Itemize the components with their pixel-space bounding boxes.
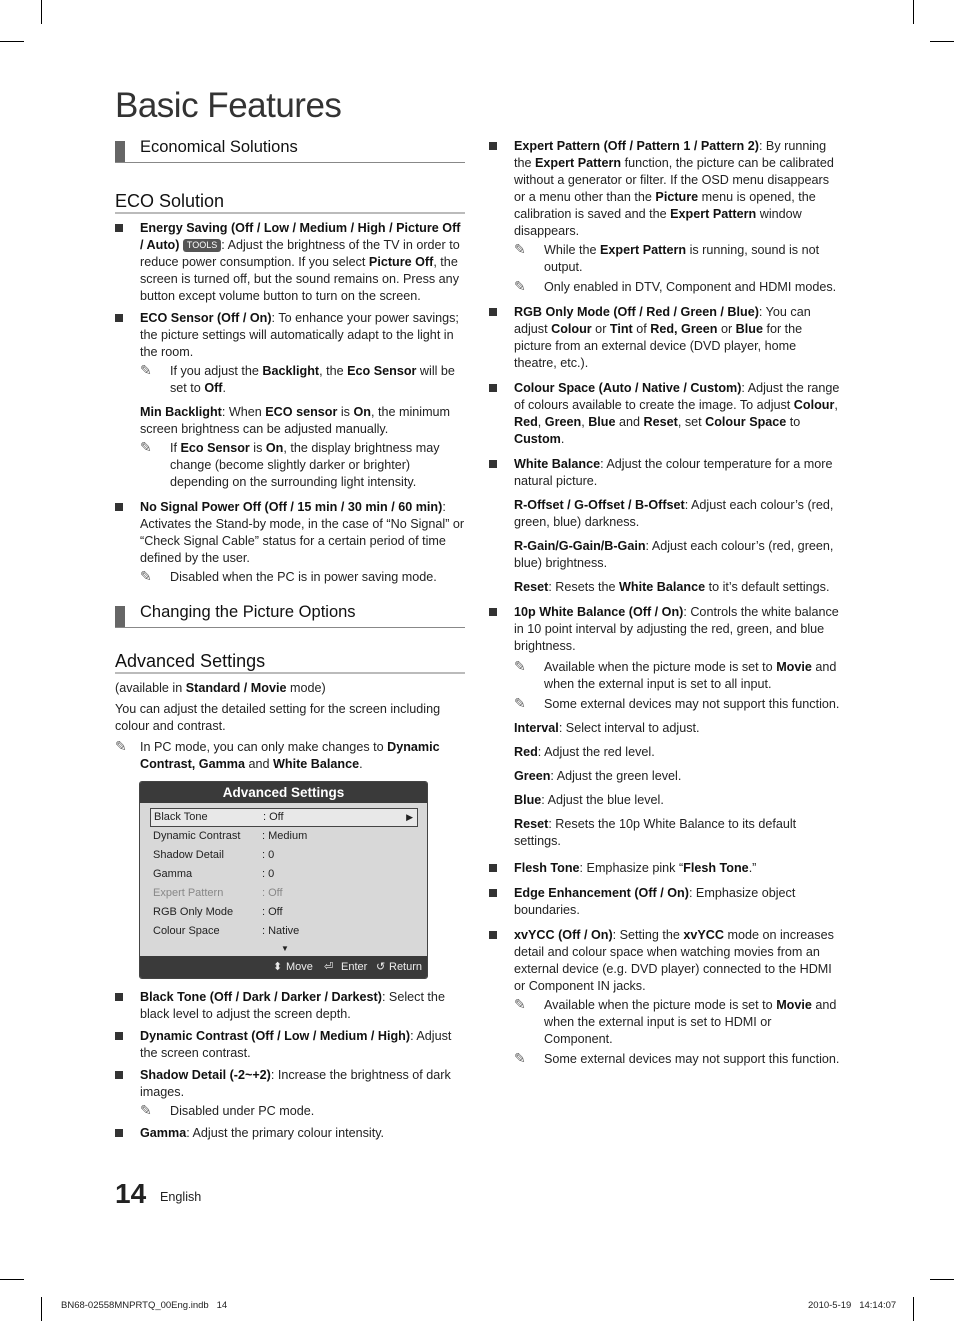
note: ✎ If Eco Sensor is On, the display brightness may change (become slightly darker or brighter) depending on the surrounding light intensity. [140,439,440,489]
bullet-icon [489,460,497,468]
pencil-note-icon: ✎ [514,695,526,711]
crop-mark [41,1297,42,1321]
note: ✎ Only enabled in DTV, Component and HDMI modes. [514,278,837,294]
interval-paragraph: Interval: Select interval to adjust. [514,721,700,735]
crop-mark [0,1279,24,1280]
note: ✎ While the Expert Pattern is running, sound is not output. [514,241,820,274]
osd-advanced-settings-menu [139,781,428,979]
pencil-note-icon: ✎ [514,658,526,674]
list-item-edge-enhancement: Edge Enhancement (Off / On): Emphasize object boundaries. [489,885,841,919]
pencil-note-icon: ✎ [514,241,526,257]
bullet-icon [489,608,497,616]
right-column [489,138,841,1073]
updown-arrow-icon: ⬍ [273,961,283,973]
list-item-10p-white-balance: 10p White Balance (Off / On): Controls the white balance in 10 point interval by adjusting the red, green, and blue brightness. ✎ Available when the picture mode is set to Movie and when the external input is set to all input. ✎ Some external devices may not support this function. [489,604,841,713]
bullet-icon [115,503,123,511]
bullet-icon [489,889,497,897]
osd-row-black-tone[interactable]: Black Tone : Off ▶ [150,808,418,827]
enter-icon: ⏎ [324,961,334,973]
bullet-icon [115,224,123,232]
section-header-economical: Economical Solutions [115,138,465,163]
pencil-note-icon: ✎ [140,362,152,378]
bullet-icon [115,993,123,1001]
pencil-note-icon: ✎ [140,439,152,455]
pencil-note-icon: ✎ [514,1050,526,1066]
bullet-icon [489,931,497,939]
footer-date: 2010-5-19 14:14:07 [808,1300,897,1311]
page-language: English [160,1190,202,1204]
wb-reset-paragraph: Reset: Resets the White Balance to it’s default settings. [514,580,830,594]
osd-row-rgb-only-mode[interactable]: RGB Only Mode : Off [153,906,283,918]
intro-text: You can adjust the detailed setting for the screen including colour and contrast. [115,702,441,733]
list-item-dynamic-contrast: Dynamic Contrast (Off / Low / Medium / High): Adjust the screen contrast. [115,1028,465,1062]
arrow-right-icon: ▶ [406,812,413,822]
bullet-icon [115,1071,123,1079]
list-item-gamma: Gamma: Adjust the primary colour intensity. [115,1125,465,1142]
osd-row-expert-pattern: Expert Pattern : Off [153,887,283,899]
bullet-icon [115,314,123,322]
osd-footer: ⬍ Move ⏎ Enter ↺ Return [140,956,427,978]
scroll-down-icon: ▼ [281,944,289,953]
list-item-energy-saving: Energy Saving (Off / Low / Medium / High / Picture Off / Auto) TOOLS : Adjust the brightness of the TV in order to reduce power consumption. If you select Picture Off, the screen is turned off, but the sound remains on. Press any button except volume button to turn on the screen. [115,220,465,305]
list-item-rgb-only: RGB Only Mode (Off / Red / Green / Blue): You can adjust Colour or Tint of Red, Green or Blue for the picture from an external device (DVD player, home theatre, etc.). [489,304,841,372]
note: ✎ Some external devices may not support this function. [514,695,840,711]
crop-mark [0,41,24,42]
eco-solution-heading: ECO Solution [115,193,465,214]
crop-mark [930,41,954,42]
bullet-icon [489,864,497,872]
pencil-note-icon: ✎ [140,568,152,584]
note: ✎ Some external devices may not support this function. [514,1050,840,1066]
advanced-settings-heading: Advanced Settings [115,653,465,674]
list-item-flesh-tone: Flesh Tone: Emphasize pink “Flesh Tone.” [489,860,841,877]
note: ✎ Disabled under PC mode. [140,1102,315,1118]
page-number: 14 [115,1178,147,1209]
availability-text: (available in Standard / Movie mode) [115,681,326,695]
osd-row-shadow-detail[interactable]: Shadow Detail : 0 [153,849,275,861]
crop-mark [930,1279,954,1280]
green-paragraph: Green: Adjust the green level. [514,769,682,783]
10p-reset-paragraph: Reset: Resets the 10p White Balance to its default settings. [514,817,797,848]
bullet-icon [489,384,497,392]
list-item-expert-pattern: Expert Pattern (Off / Pattern 1 / Pattern 2): By running the Expert Pattern function, the picture can be calibrated without a generator or filter. If the OSD menu disappears or a menu other than the Picture menu is opened, the calibration is saved and the Expert Pattern window disappears. ✎ While the Expert Pattern is running, sound is not output. ✎ Only enabled in DTV, Component and HDMI modes. [489,138,841,296]
bullet-icon [489,308,497,316]
pencil-note-icon: ✎ [140,1102,152,1118]
return-icon: ↺ [376,961,386,973]
crop-mark [913,1297,914,1321]
osd-row-colour-space[interactable]: Colour Space : Native [153,925,300,937]
min-backlight-paragraph: Min Backlight: When ECO sensor is On, the minimum screen brightness can be adjusted manually. ✎ If Eco Sensor is On, the display brightness may change (become slightly darker or brighter) depending on the surrounding light intensity. [115,404,465,491]
bullet-icon [115,1129,123,1137]
osd-title: Advanced Settings [140,782,427,803]
red-paragraph: Red: Adjust the red level. [514,745,655,759]
pencil-note-icon: ✎ [514,996,526,1012]
tools-icon: TOOLS [183,239,221,252]
osd-menu-list [150,808,418,941]
pencil-note-icon: ✎ [115,738,127,754]
list-item-white-balance: White Balance: Adjust the colour temperature for a more natural picture. [489,456,841,490]
list-item-xvycc: xvYCC (Off / On): Setting the xvYCC mode on increases detail and colour space when watching movies from an external device (e.g. DVD player) connected to the HDMI or Component IN jacks. ✎ Available when the picture mode is set to Movie and when the external input is set to HDMI or Component. ✎ Some external devices may not support this function. [489,927,841,1068]
list-item-no-signal: No Signal Power Off (Off / 15 min / 30 min / 60 min): Activates the Stand-by mode, in the case of “No Signal” or “Check Signal Cable” status for a certain period of time defined by the user. ✎ Disabled when the PC is in power saving mode. [115,499,465,586]
bullet-icon [115,1032,123,1040]
footer-file-name: BN68-02558MNPRTQ_00Eng.indb 14 [61,1300,228,1311]
note: ✎ If you adjust the Backlight, the Eco Sensor will be set to Off. [140,362,455,395]
left-column [115,138,465,1147]
note: ✎ Available when the picture mode is set to Movie and when the external input is set to all input. [514,658,837,691]
list-item-eco-sensor: ECO Sensor (Off / On): To enhance your power savings; the picture settings will automatically adapt to the light in the room. ✎ If you adjust the Backlight, the Eco Sensor will be set to Off. [115,310,465,397]
page-title: Basic Features [115,86,342,125]
note: ✎ Available when the picture mode is set to Movie and when the external input is set to HDMI or Component. [514,996,837,1046]
offset-paragraph: R-Offset / G-Offset / B-Offset: Adjust each colour’s (red, green, blue) darkness. [514,498,834,529]
note: ✎ Disabled when the PC is in power saving mode. [140,568,437,584]
bullet-icon [489,142,497,150]
pc-mode-note: ✎ In PC mode, you can only make changes to Dynamic Contrast, Gamma and White Balance. [115,738,440,771]
list-item-black-tone: Black Tone (Off / Dark / Darker / Darkest): Select the black level to adjust the screen depth. [115,989,465,1023]
pencil-note-icon: ✎ [514,278,526,294]
section-header-picture-options: Changing the Picture Options [115,603,465,628]
crop-mark [41,0,42,24]
osd-row-gamma[interactable]: Gamma : 0 [153,868,275,880]
list-item-colour-space: Colour Space (Auto / Native / Custom): Adjust the range of colours available to create the image. To adjust Colour, Red, Green, Blue and Reset, set Colour Space to Custom. [489,380,841,448]
crop-mark [913,0,914,24]
gain-paragraph: R-Gain/G-Gain/B-Gain: Adjust each colour’s (red, green, blue) brightness. [514,539,834,570]
list-item-shadow-detail: Shadow Detail (-2~+2): Increase the brightness of dark images. ✎ Disabled under PC mode. [115,1067,465,1120]
osd-row-dynamic-contrast[interactable]: Dynamic Contrast : Medium [153,830,308,842]
blue-paragraph: Blue: Adjust the blue level. [514,793,664,807]
